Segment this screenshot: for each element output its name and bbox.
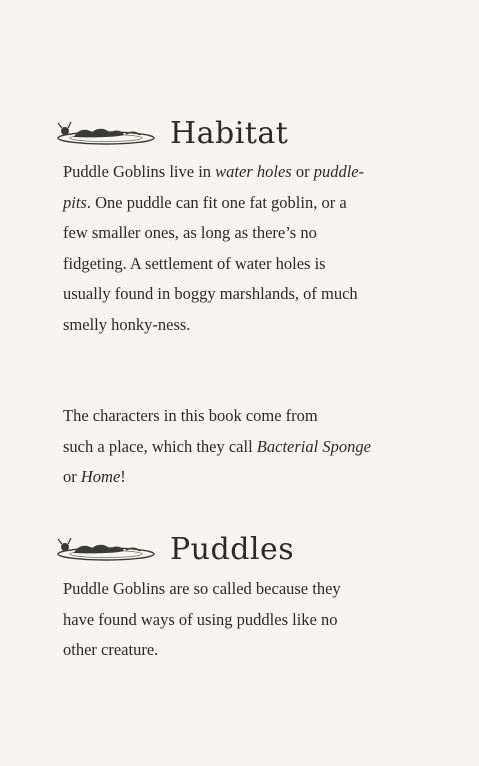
puddle-goblin-icon	[52, 119, 156, 149]
puddles-paragraph	[63, 574, 423, 666]
italic-text: water holes	[215, 162, 292, 181]
italic-text: pits	[63, 192, 87, 212]
italic-text: Home	[80, 467, 121, 486]
italic-text: Bacterial Sponge	[256, 436, 371, 456]
text-line: pits. One puddle can fit one fat goblin, or a	[63, 192, 347, 212]
text-line: such a place, which they call Bacterial Sponge	[63, 436, 371, 456]
text-line: few smaller ones, as long as there’s no	[63, 223, 317, 242]
text-line: Puddle Goblins are so called because they	[63, 579, 341, 598]
text-line: or Home!	[63, 467, 126, 486]
text-line: usually found in boggy marshlands, of much	[63, 284, 358, 303]
text-line: Puddle Goblins live in water holes or puddle-	[63, 162, 365, 181]
habitat-heading	[52, 116, 288, 151]
text-line: The characters in this book come from	[63, 406, 318, 425]
text-line: smelly honky-ness.	[63, 314, 191, 334]
puddles-heading	[52, 532, 294, 567]
italic-text: puddle-	[313, 162, 365, 181]
puddle-goblin-icon	[52, 535, 156, 565]
section-title: Puddles	[170, 532, 295, 567]
text-line: have found ways of using puddles like no	[63, 609, 338, 629]
habitat-paragraph-2	[63, 401, 423, 493]
habitat-paragraph-1	[63, 157, 423, 340]
text-line: other creature.	[63, 640, 159, 659]
section-title: Habitat	[170, 116, 289, 151]
text-line: fidgeting. A settlement of water holes is	[63, 253, 326, 273]
